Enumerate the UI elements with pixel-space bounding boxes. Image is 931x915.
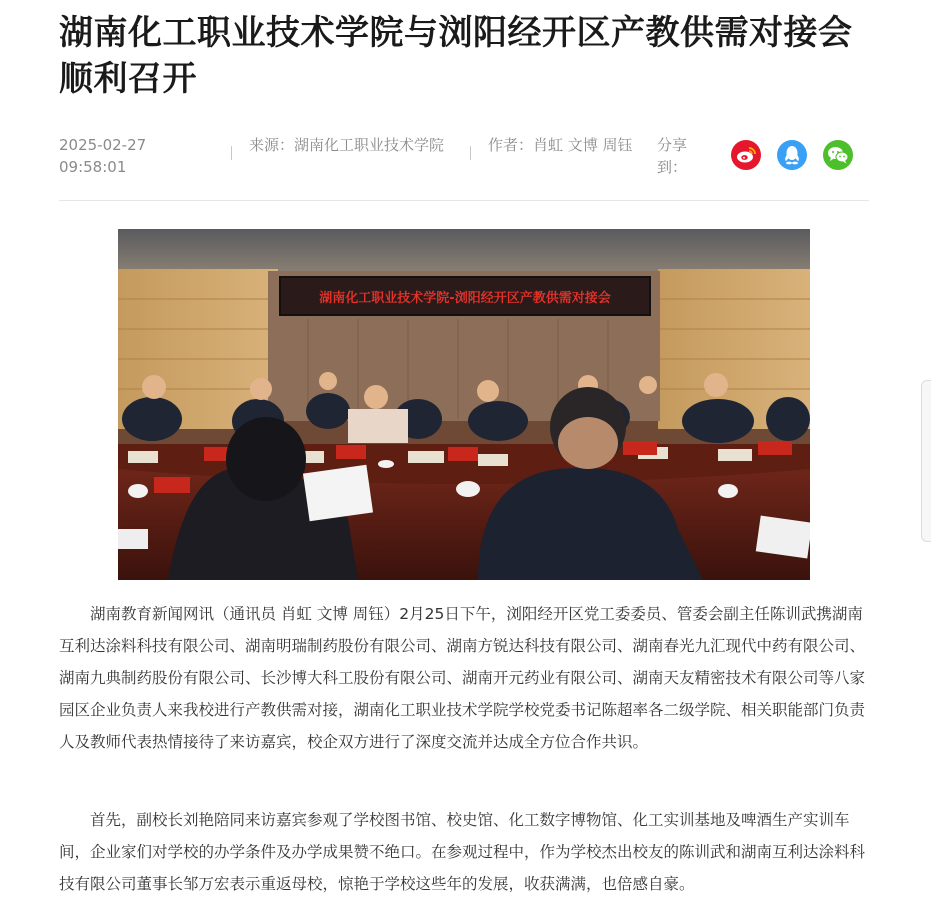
- share-icons: [731, 140, 853, 170]
- article-meta: [59, 134, 869, 201]
- article: [59, 0, 869, 176]
- article-paragraph: 湖南教育新闻网讯（通讯员 肖虹 文博 周钰）2月25日下午，浏阳经开区党工委委员、管委会副主任陈训武携湖南互利达涂料科技有限公司、湖南明瑞制药股份有限公司、湖南方锐达科技有限公司、湖南春光九汇现代中药有限公司、湖南九典制药股份有限公司、长沙博大科工股份有限公司、湖南开元药业有限公司、湖南天友精密技术有限公司等八家园区企业负责人来我校进行产教供需对接，湖南化工职业技术学院学校党委书记陈超率各二级学院、相关职能部门负责人及教师代表热情接待了来访嘉宾，校企双方进行了深度交流并达成全方位合作共识。: [59, 605, 866, 751]
- publish-date: 2025-02-27: [59, 136, 147, 154]
- meta-divider: [231, 146, 232, 160]
- article-source: 来源：湖南化工职业技术学院: [249, 136, 445, 154]
- photo-banner-text: 湖南化工职业技术学院-浏阳经开区产教供需对接会: [319, 291, 611, 306]
- article-author: 作者：肖虹 文博 周钰: [488, 136, 633, 154]
- article-title: 湖南化工职业技术学院与浏阳经开区产教供需对接会顺利召开: [59, 13, 853, 99]
- weibo-icon[interactable]: [731, 140, 761, 170]
- publish-time: 09:58:01: [59, 158, 127, 176]
- meta-divider: [470, 146, 471, 160]
- article-paragraph: 首先，副校长刘艳陪同来访嘉宾参观了学校图书馆、校史馆、化工数字博物馆、化工实训基地及啤酒生产实训车间，企业家们对学校的办学条件及办学成果赞不绝口。在参观过程中，作为学校杰出校友的陈训武和湖南互利达涂料科技有限公司董事长邹万宏表示重返母校，惊艳于学校这些年的发展，收获满满，也倍感自豪。: [59, 811, 866, 893]
- article-photo: [118, 229, 810, 580]
- side-float-tab[interactable]: [921, 380, 931, 542]
- wechat-icon[interactable]: [823, 140, 853, 170]
- publish-datetime: [59, 134, 209, 178]
- share-label: 分享到：: [657, 136, 688, 176]
- qq-icon[interactable]: [777, 140, 807, 170]
